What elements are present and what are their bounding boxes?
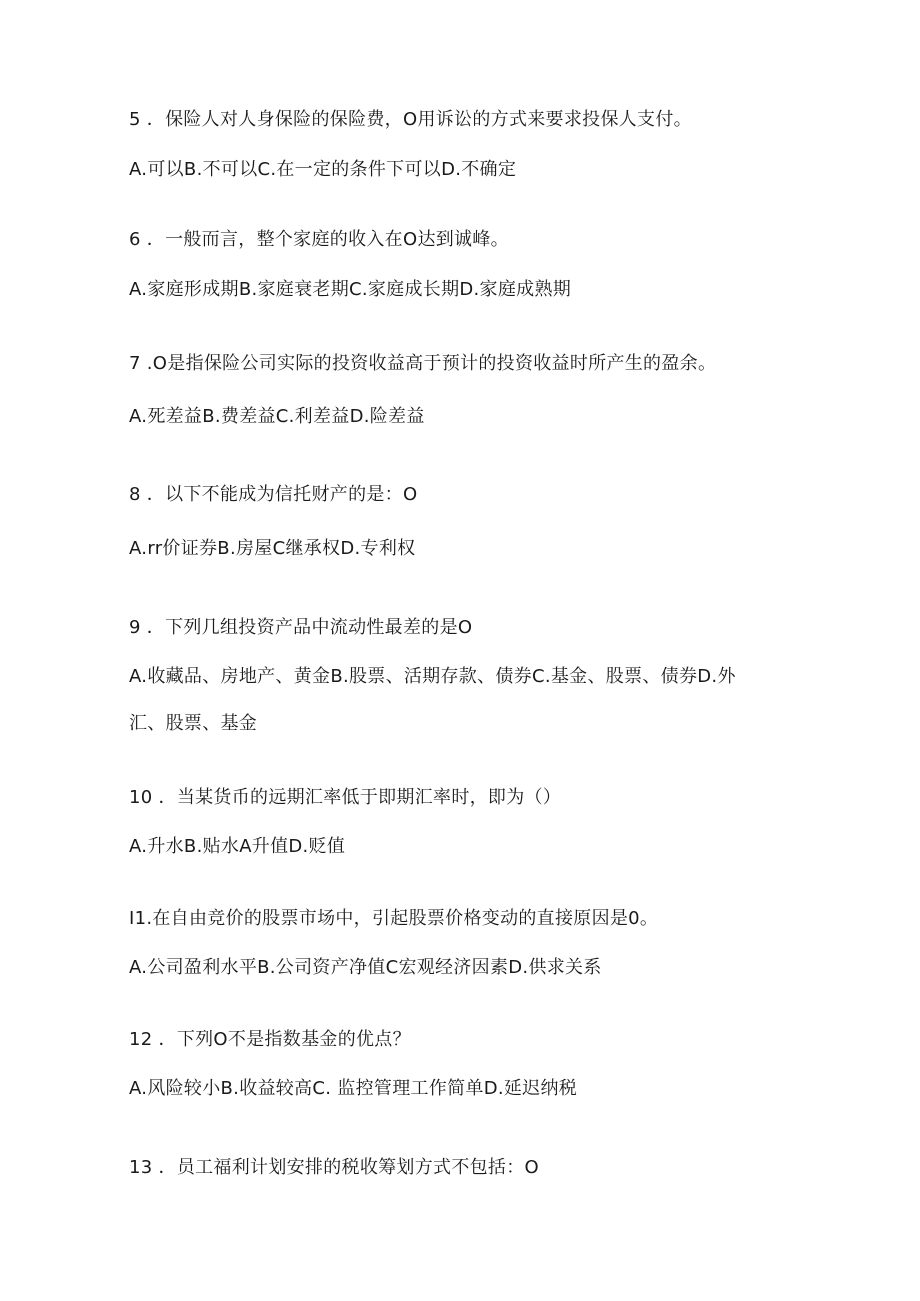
question-9-stem: 9 ．下列几组投资产品中流动性最差的是O: [129, 617, 473, 638]
question-7-stem: 7 .O是指保险公司实际的投资收益高于预计的投资收益时所产生的盈余。: [129, 353, 717, 374]
question-12-options: A.风险较小B.收益较高C. 监控管理工作简单D.延迟纳税: [129, 1078, 578, 1099]
question-13-stem: 13 ．员工福利计划安排的税收筹划方式不包括：O: [129, 1157, 539, 1178]
question-8-stem: 8 ．以下不能成为信托财产的是：O: [129, 484, 418, 505]
question-10-stem: 10 ．当某货币的远期汇率低于即期汇率时，即为（）: [129, 787, 562, 808]
question-7-options: A.死差益B.费差益C.利差益D.险差益: [129, 406, 425, 427]
question-6-options: A.家庭形成期B.家庭衰老期C.家庭成长期D.家庭成熟期: [129, 279, 572, 300]
question-11-stem: I1.在自由竞价的股票市场中，引起股票价格变动的直接原因是0。: [129, 908, 659, 929]
question-5-options: A.可以B.不可以C.在一定的条件下可以D.不确定: [129, 159, 517, 180]
question-12-stem: 12 ．下列O不是指数基金的优点？: [129, 1029, 411, 1050]
question-6-stem: 6 ．一般而言，整个家庭的收入在O达到诚峰。: [129, 229, 509, 250]
question-11-options: A.公司盈利水平B.公司资产净值C宏观经济因素D.供求关系: [129, 957, 602, 978]
question-8-options: A.rr价证券B.房屋C继承权D.专利权: [129, 538, 416, 559]
question-10-options: A.升水B.贴水A升值D.贬值: [129, 836, 346, 857]
question-5-stem: 5 ．保险人对人身保险的保险费，O用诉讼的方式来要求投保人支付。: [129, 109, 692, 130]
question-9-options-line-1: A.收藏品、房地产、黄金B.股票、活期存款、债券C.基金、股票、债券D.外: [129, 666, 736, 687]
question-9-options-line-2: 汇、股票、基金: [129, 713, 258, 734]
